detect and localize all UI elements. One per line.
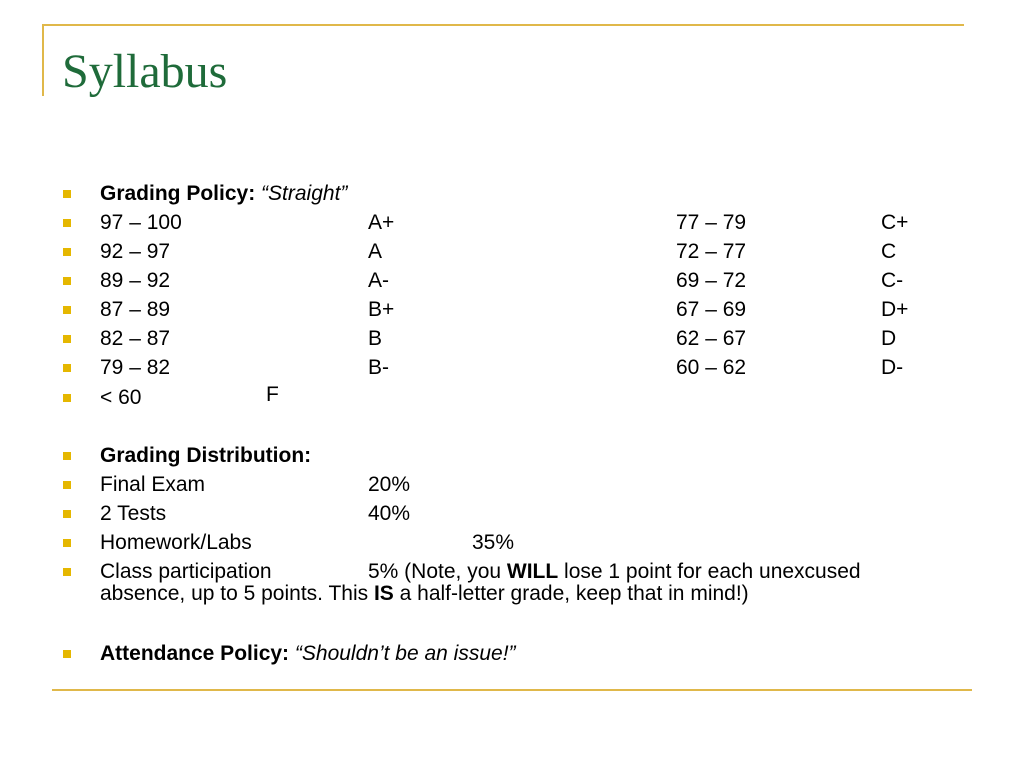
grade-range: 89 – 92: [100, 269, 171, 292]
square-bullet-icon: [63, 364, 71, 372]
grade-range: 97 – 100: [100, 211, 182, 234]
grade-range: 77 – 79: [676, 211, 747, 234]
grade-range: 87 – 89: [100, 298, 171, 321]
grade-scale-row: [0, 353, 1024, 382]
grading-distribution-label: Grading Distribution:: [100, 444, 312, 467]
grade-range: 60 – 62: [676, 356, 747, 379]
distribution-value: 20%: [368, 473, 411, 496]
grade-letter: A+: [368, 211, 395, 234]
grading-policy-item: [0, 179, 1024, 208]
square-bullet-icon: [63, 306, 71, 314]
slide-title: Syllabus: [62, 45, 228, 98]
participation-note-continued: absence, up to 5 points. This IS a half-letter grade, keep that in mind!): [100, 582, 749, 605]
square-bullet-icon: [63, 394, 71, 402]
grade-scale-row: [0, 266, 1024, 295]
grade-letter: A: [368, 240, 383, 263]
grade-letter: C-: [881, 269, 904, 292]
square-bullet-icon: [63, 190, 71, 198]
grade-range: 69 – 72: [676, 269, 747, 292]
grading-policy-label: Grading Policy:: [100, 182, 256, 205]
grade-range: 79 – 82: [100, 356, 171, 379]
distribution-name: Class participation: [100, 560, 272, 583]
distribution-row: [0, 528, 1024, 557]
grade-range: < 60: [100, 386, 142, 409]
square-bullet-icon: [63, 568, 71, 576]
distribution-row: [0, 470, 1024, 499]
grade-scale-row: [0, 237, 1024, 266]
grade-letter: D-: [881, 356, 904, 379]
distribution-name: Final Exam: [100, 473, 206, 496]
grade-range: 82 – 87: [100, 327, 171, 350]
distribution-value: 40%: [368, 502, 411, 525]
grade-scale-row-fail: [0, 383, 1024, 412]
grade-range: 67 – 69: [676, 298, 747, 321]
participation-note: 5% (Note, you WILL lose 1 point for each unexcused: [368, 560, 861, 583]
square-bullet-icon: [63, 219, 71, 227]
grade-letter: F: [266, 383, 279, 406]
grade-letter: C+: [881, 211, 909, 234]
grade-range: 62 – 67: [676, 327, 747, 350]
square-bullet-icon: [63, 335, 71, 343]
grade-letter: B: [368, 327, 383, 350]
distribution-name: 2 Tests: [100, 502, 167, 525]
grade-letter: B+: [368, 298, 395, 321]
square-bullet-icon: [63, 510, 71, 518]
attendance-policy-item: [0, 639, 1024, 668]
square-bullet-icon: [63, 452, 71, 460]
square-bullet-icon: [63, 650, 71, 658]
attendance-policy-label: Attendance Policy:: [100, 642, 290, 665]
grade-letter: D+: [881, 298, 909, 321]
square-bullet-icon: [63, 539, 71, 547]
distribution-row: [0, 499, 1024, 528]
grade-range: 92 – 97: [100, 240, 171, 263]
distribution-value: 35%: [472, 531, 515, 554]
grade-letter: B-: [368, 356, 389, 379]
grade-range: 72 – 77: [676, 240, 747, 263]
grade-scale-row: [0, 208, 1024, 237]
attendance-policy-value: “Shouldn’t be an issue!”: [294, 642, 516, 665]
grade-scale-row: [0, 295, 1024, 324]
square-bullet-icon: [63, 481, 71, 489]
square-bullet-icon: [63, 248, 71, 256]
square-bullet-icon: [63, 277, 71, 285]
distribution-row-participation: [0, 557, 1024, 609]
grade-letter: A-: [368, 269, 389, 292]
grading-distribution-item: [0, 441, 1024, 470]
grade-scale-row: [0, 324, 1024, 353]
distribution-name: Homework/Labs: [100, 531, 252, 554]
grade-letter: C: [881, 240, 897, 263]
grade-letter: D: [881, 327, 897, 350]
grading-policy-value: “Straight”: [261, 182, 348, 205]
